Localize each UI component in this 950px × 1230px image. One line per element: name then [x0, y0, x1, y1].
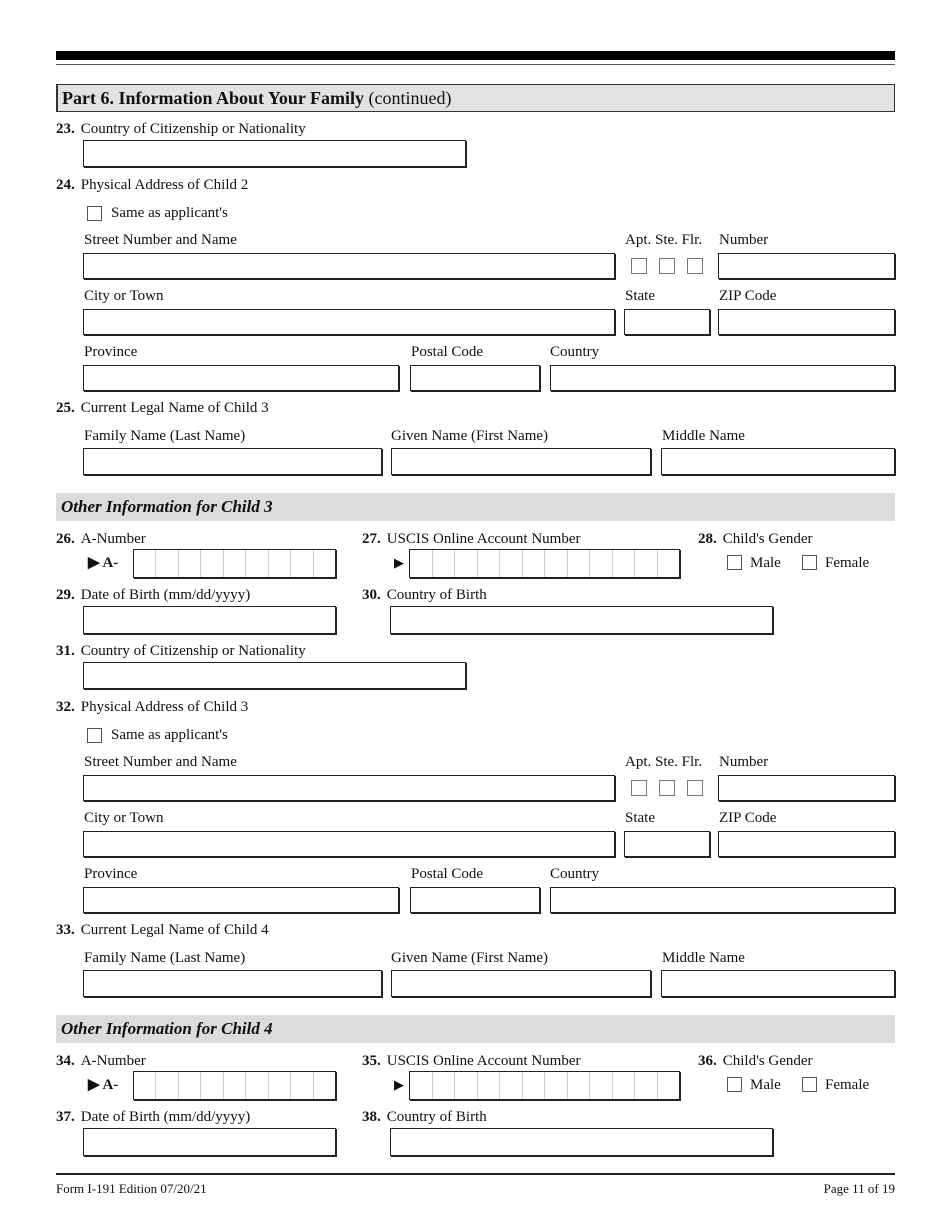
a-number-prefix: ▶ A- [88, 555, 119, 571]
character-cell[interactable] [523, 550, 546, 577]
character-cell[interactable] [246, 550, 268, 577]
family-name-input[interactable] [83, 448, 382, 475]
character-cell[interactable] [545, 1072, 568, 1099]
male-label: Male [750, 1077, 781, 1093]
question-number: 28. [698, 531, 717, 547]
street-label: Street Number and Name [84, 754, 237, 770]
dob-label: 29. Date of Birth (mm/dd/yyyy) [56, 587, 251, 603]
question-number: 35. [362, 1053, 381, 1069]
apt-ste-flr-label: Apt. Ste. Flr. [625, 754, 703, 770]
character-cell[interactable] [201, 550, 223, 577]
state-label: State [625, 810, 655, 826]
flr-checkbox[interactable] [687, 780, 703, 796]
address-label: 32. Physical Address of Child 3 [56, 699, 249, 715]
character-cell[interactable] [179, 1072, 201, 1099]
state-input[interactable] [624, 309, 710, 335]
character-cell[interactable] [314, 1072, 335, 1099]
zip-input[interactable] [718, 309, 895, 335]
question-number: 25. [56, 400, 75, 416]
character-cell[interactable] [314, 550, 335, 577]
character-cells [410, 1072, 679, 1099]
arrow-icon: ▶ [394, 555, 404, 570]
character-cell[interactable] [269, 1072, 291, 1099]
question-number: 31. [56, 643, 75, 659]
address-label: 24. Physical Address of Child 2 [56, 177, 249, 193]
character-cell[interactable] [613, 550, 636, 577]
character-cell[interactable] [613, 1072, 636, 1099]
middle-name-label: Middle Name [662, 950, 745, 966]
city-label: City or Town [84, 288, 164, 304]
zip-label: ZIP Code [719, 288, 777, 304]
flr-checkbox[interactable] [687, 258, 703, 274]
dob-label: 37. Date of Birth (mm/dd/yyyy) [56, 1109, 251, 1125]
child2-address-block [0, 120, 950, 516]
state-input[interactable] [624, 831, 710, 857]
zip-input[interactable] [718, 831, 895, 857]
female-checkbox[interactable] [802, 555, 817, 570]
character-cell[interactable] [269, 550, 291, 577]
middle-name-input[interactable] [661, 970, 895, 997]
question-number: 37. [56, 1109, 75, 1125]
province-input[interactable] [83, 365, 399, 391]
a-number-input[interactable] [133, 1071, 336, 1100]
number-input[interactable] [718, 775, 895, 801]
question-number: 27. [362, 531, 381, 547]
character-cell[interactable] [224, 550, 246, 577]
question-number: 33. [56, 922, 75, 938]
postal-code-input[interactable] [410, 365, 540, 391]
character-cell[interactable] [635, 1072, 658, 1099]
given-name-label: Given Name (First Name) [391, 950, 549, 966]
given-name-input[interactable] [391, 970, 651, 997]
apt-checkbox[interactable] [631, 780, 647, 796]
citizenship-input[interactable] [83, 662, 466, 689]
province-input[interactable] [83, 887, 399, 913]
character-cell[interactable] [433, 1072, 456, 1099]
postal-code-label: Postal Code [411, 866, 484, 882]
question-number: 36. [698, 1053, 717, 1069]
question-number: 29. [56, 587, 75, 603]
question-number: 23. [56, 121, 75, 137]
country-of-birth-input[interactable] [390, 606, 773, 634]
street-label: Street Number and Name [84, 232, 237, 248]
country-input[interactable] [550, 887, 895, 913]
country-label: Country [550, 866, 600, 882]
number-input[interactable] [718, 253, 895, 279]
middle-name-input[interactable] [661, 448, 895, 475]
character-cell[interactable] [201, 1072, 223, 1099]
question-number: 24. [56, 177, 75, 193]
female-checkbox[interactable] [802, 1077, 817, 1092]
top-thin-rule [56, 64, 895, 65]
same-as-applicant-checkbox[interactable] [87, 728, 102, 743]
apt-checkbox[interactable] [631, 258, 647, 274]
same-as-applicant-label: Same as applicant's [111, 727, 228, 743]
dob-input[interactable] [83, 1128, 336, 1156]
city-label: City or Town [84, 810, 164, 826]
female-label: Female [825, 555, 870, 571]
male-checkbox[interactable] [727, 555, 742, 570]
country-input[interactable] [550, 365, 895, 391]
character-cell[interactable] [410, 1072, 433, 1099]
character-cell[interactable] [568, 1072, 591, 1099]
country-label: Country [550, 344, 600, 360]
city-input[interactable] [83, 309, 615, 335]
character-cell[interactable] [500, 550, 523, 577]
ste-checkbox[interactable] [659, 780, 675, 796]
character-cells [134, 550, 335, 577]
number-label: Number [719, 754, 769, 770]
a-number-label: 34. A-Number [56, 1053, 146, 1069]
postal-code-input[interactable] [410, 887, 540, 913]
question-number: 32. [56, 699, 75, 715]
character-cell[interactable] [568, 550, 591, 577]
uscis-account-label: 27. USCIS Online Account Number [362, 531, 581, 547]
family-name-label: Family Name (Last Name) [84, 428, 246, 444]
footer-rule [56, 1173, 895, 1175]
gender-label: 28. Child's Gender [698, 531, 813, 547]
character-cell[interactable] [455, 1072, 478, 1099]
given-name-input[interactable] [391, 448, 651, 475]
province-label: Province [84, 866, 138, 882]
country-of-birth-label: 30. Country of Birth [362, 587, 487, 603]
same-as-applicant-label: Same as applicant's [111, 205, 228, 221]
same-as-applicant-checkbox[interactable] [87, 206, 102, 221]
child-name-label: 33. Current Legal Name of Child 4 [56, 922, 269, 938]
street-input[interactable] [83, 253, 615, 279]
top-thick-rule [56, 51, 895, 60]
footer-page-number: Page 11 of 19 [823, 1181, 895, 1196]
city-input[interactable] [83, 831, 615, 857]
character-cell[interactable] [545, 550, 568, 577]
state-label: State [625, 288, 655, 304]
character-cell[interactable] [291, 1072, 313, 1099]
zip-label: ZIP Code [719, 810, 777, 826]
character-cell[interactable] [179, 550, 201, 577]
question-number: 38. [362, 1109, 381, 1125]
dob-input[interactable] [83, 606, 336, 634]
part-title: Part 6. Information About Your Family [62, 88, 365, 108]
character-cell[interactable] [635, 550, 658, 577]
part-header [56, 84, 895, 112]
character-cell[interactable] [658, 550, 680, 577]
section-header: Other Information for Child 4 [56, 1015, 895, 1043]
character-cell[interactable] [478, 550, 501, 577]
uscis-account-input[interactable] [409, 549, 680, 578]
country-of-birth-label: 38. Country of Birth [362, 1109, 487, 1125]
citizenship-label: 23. Country of Citizenship or Nationality [56, 121, 306, 137]
street-input[interactable] [83, 775, 615, 801]
character-cell[interactable] [156, 550, 178, 577]
arrow-icon: ▶ [394, 1077, 404, 1092]
character-cell[interactable] [246, 1072, 268, 1099]
apt-ste-flr-label: Apt. Ste. Flr. [625, 232, 703, 248]
male-label: Male [750, 555, 781, 571]
male-checkbox[interactable] [727, 1077, 742, 1092]
character-cell[interactable] [291, 550, 313, 577]
character-cell[interactable] [455, 550, 478, 577]
character-cell[interactable] [523, 1072, 546, 1099]
postal-code-label: Postal Code [411, 344, 484, 360]
character-cell[interactable] [410, 550, 433, 577]
child-name-label: 25. Current Legal Name of Child 3 [56, 400, 269, 416]
character-cell[interactable] [590, 550, 613, 577]
footer-form-edition: Form I-191 Edition 07/20/21 [56, 1181, 207, 1196]
ste-checkbox[interactable] [659, 258, 675, 274]
female-label: Female [825, 1077, 870, 1093]
character-cells [410, 550, 679, 577]
given-name-label: Given Name (First Name) [391, 428, 549, 444]
child3-address-block [0, 642, 950, 1038]
citizenship-label: 31. Country of Citizenship or Nationality [56, 643, 306, 659]
section-header: Other Information for Child 3 [56, 493, 895, 521]
child3-info-block [0, 530, 950, 603]
number-label: Number [719, 232, 769, 248]
family-name-input[interactable] [83, 970, 382, 997]
character-cell[interactable] [478, 1072, 501, 1099]
uscis-account-label: 35. USCIS Online Account Number [362, 1053, 581, 1069]
question-number: 30. [362, 587, 381, 603]
part-suffix: (continued) [368, 88, 452, 108]
character-cell[interactable] [134, 550, 156, 577]
family-name-label: Family Name (Last Name) [84, 950, 246, 966]
character-cells [134, 1072, 335, 1099]
character-cell[interactable] [500, 1072, 523, 1099]
character-cell[interactable] [658, 1072, 680, 1099]
child4-info-block [0, 1052, 950, 1125]
character-cell[interactable] [224, 1072, 246, 1099]
citizenship-input[interactable] [83, 140, 466, 167]
a-number-label: 26. A-Number [56, 531, 146, 547]
uscis-account-input[interactable] [409, 1071, 680, 1100]
question-number: 34. [56, 1053, 75, 1069]
gender-label: 36. Child's Gender [698, 1053, 813, 1069]
a-number-prefix: ▶ A- [88, 1077, 119, 1093]
middle-name-label: Middle Name [662, 428, 745, 444]
country-of-birth-input[interactable] [390, 1128, 773, 1156]
character-cell[interactable] [156, 1072, 178, 1099]
province-label: Province [84, 344, 138, 360]
character-cell[interactable] [590, 1072, 613, 1099]
character-cell[interactable] [433, 550, 456, 577]
a-number-input[interactable] [133, 549, 336, 578]
character-cell[interactable] [134, 1072, 156, 1099]
question-number: 26. [56, 531, 75, 547]
